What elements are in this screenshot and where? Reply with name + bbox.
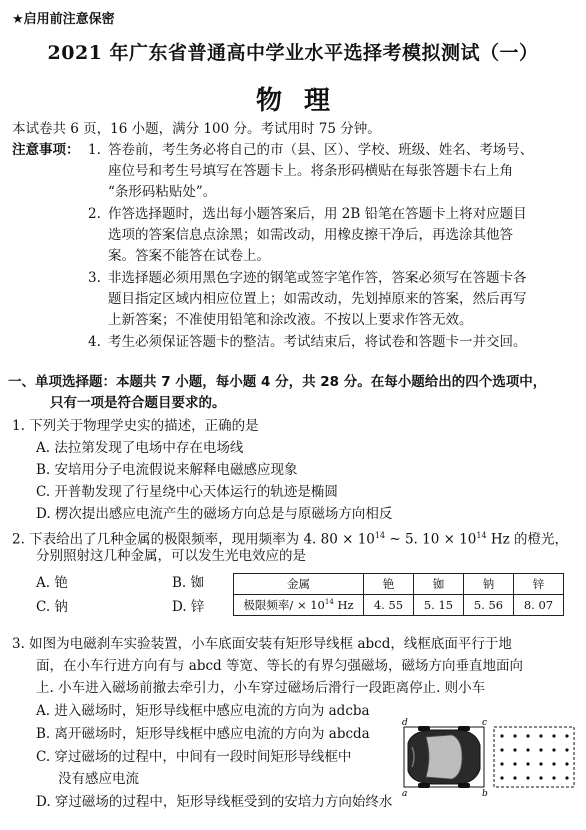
exam-title: 2021 年广东省普通高中学业水平选择考模拟测试（一）	[47, 42, 539, 64]
exponent: 14	[476, 531, 487, 540]
corner-label-c: c	[482, 718, 488, 728]
field-dot	[526, 748, 529, 751]
note-line: 题目指定区域内相应位置上；如需改动，先划掉原来的答案，然后再写	[108, 291, 527, 307]
field-dot	[565, 762, 568, 765]
table-header-cell: 铯	[364, 574, 414, 595]
field-dot	[526, 776, 529, 779]
question-2-stem-cont: 分别照射这几种金属，可以发生光电效应的是	[36, 548, 306, 564]
question-2-option-a: A. 铯	[36, 575, 68, 591]
field-dot	[500, 776, 503, 779]
frequency-table	[233, 573, 564, 616]
question-1-option-a: A. 法拉第发现了电场中存在电场线	[36, 440, 244, 456]
field-dot	[565, 734, 568, 737]
field-dot	[552, 734, 555, 737]
field-dots	[500, 734, 568, 779]
question-2-option-b: B. 铷	[172, 575, 205, 591]
magnetic-field-region	[494, 727, 574, 787]
field-dot	[526, 762, 529, 765]
field-dot	[552, 776, 555, 779]
note-number: 2.	[88, 206, 101, 222]
stem-text: 2. 下表给出了几种金属的极限频率，现用频率为 4. 80 × 10	[12, 531, 375, 548]
table-header-cell: 铷	[414, 574, 464, 595]
field-dot	[539, 762, 542, 765]
stem-text: ~ 5. 10 × 10	[385, 531, 477, 548]
note-line: 作答选择题时，选出每小题答案后，用 2B 铅笔在答题卡上将对应题目	[108, 206, 527, 222]
table-row-label	[234, 595, 364, 616]
question-3-stem-cont: 上. 小车进入磁场前撤去牵引力，小车穿过磁场后滑行一段距离停止. 则小车	[36, 680, 486, 696]
exponent: 14	[374, 531, 386, 540]
field-dot	[565, 748, 568, 751]
table-header-cell: 金属	[234, 574, 364, 595]
field-dot	[500, 734, 503, 737]
table-cell: 4. 55	[364, 595, 414, 616]
field-dot	[513, 776, 516, 779]
question-3-stem-cont: 面，在小车行进方向有与 abcd 等宽、等长的有界匀强磁场，磁场方向垂直地面向	[36, 658, 523, 674]
row-label-text: Hz	[333, 598, 354, 612]
field-dot	[513, 762, 516, 765]
question-3-option-c: C. 穿过磁场的过程中，中间有一段时间矩形导线框中	[36, 749, 352, 765]
field-dot	[500, 762, 503, 765]
note-line: “条形码粘贴处”。	[108, 184, 217, 200]
field-dot	[539, 776, 542, 779]
note-line: 案。答案不能答在试卷上。	[108, 248, 270, 264]
table-cell: 8. 07	[514, 595, 564, 616]
confidential-label: ★启用前注意保密	[12, 12, 115, 27]
field-dot	[526, 734, 529, 737]
question-3-stem: 3. 如图为电磁刹车实验装置，小车底面安装有矩形导线框 abcd，线框底面平行于地	[12, 636, 512, 652]
field-dot	[500, 748, 503, 751]
note-line: 答卷前，考生务必将自己的市（县、区）、学校、班级、姓名、考场号、	[108, 142, 534, 158]
question-1-option-d: D. 楞次提出感应电流产生的磁场方向总是与原磁场方向相反	[36, 506, 393, 522]
question-3-option-c-cont: 没有感应电流	[58, 771, 139, 787]
question-2-option-d: D. 锌	[172, 599, 205, 615]
note-line: 考生必须保证答题卡的整洁。考试结束后，将试卷和答题卡一并交回。	[108, 334, 527, 350]
question-1-option-b: B. 安培用分子电流假说来解释电磁感应现象	[36, 462, 298, 478]
table-header-cell: 钠	[464, 574, 514, 595]
field-dot	[513, 748, 516, 751]
stem-text: Hz 的橙光，	[486, 531, 569, 548]
question-3-option-a: A. 进入磁场时，矩形导线框中感应电流的方向为 adcba	[36, 703, 370, 719]
magnetic-brake-figure	[402, 717, 578, 797]
question-1-option-c: C. 开普勒发现了行星绕中心天体运行的轨迹是椭圆	[36, 484, 338, 500]
section-heading: 一、单项选择题：本题共 7 小题，每小题 4 分，共 28 分。在每小题给出的四个选项中，	[8, 374, 547, 390]
field-dot	[539, 748, 542, 751]
exam-intro: 本试卷共 6 页，16 小题，满分 100 分。考试用时 75 分钟。	[12, 121, 381, 137]
question-1-stem: 1. 下列关于物理学史实的描述，正确的是	[12, 418, 259, 434]
table-row	[234, 574, 564, 595]
table-row	[234, 595, 564, 616]
note-line: 非选择题必须用黑色字迹的钢笔或签字笔作答，答案必须写在答题卡各	[108, 270, 527, 286]
note-number: 4.	[88, 334, 101, 350]
notes-label: 注意事项：	[12, 142, 80, 158]
car-icon	[408, 726, 480, 788]
field-dot	[539, 734, 542, 737]
exponent: 14	[324, 598, 334, 607]
field-dot	[552, 748, 555, 751]
corner-label-b: b	[482, 789, 488, 797]
table-header-cell: 锌	[514, 574, 564, 595]
field-dot	[513, 734, 516, 737]
note-number: 1.	[88, 142, 101, 158]
question-3-option-b: B. 离开磁场时，矩形导线框中感应电流的方向为 abcda	[36, 726, 370, 742]
section-heading-cont: 只有一项是符合题目要求的。	[50, 395, 226, 411]
question-2-option-c: C. 钠	[36, 599, 68, 615]
question-3-option-d: D. 穿过磁场的过程中，矩形导线框受到的安培力方向始终水	[36, 794, 393, 810]
note-line: 上新答案；不准使用铅笔和涂改液。不按以上要求作答无效。	[108, 312, 473, 328]
subject-title: 物理	[255, 86, 352, 116]
note-line: 座位号和考生号填写在答题卡上。将条形码横贴在每张答题卡右上角	[108, 163, 513, 179]
field-dot	[565, 776, 568, 779]
corner-label-d: d	[402, 718, 408, 728]
field-dot	[552, 762, 555, 765]
table-cell: 5. 15	[414, 595, 464, 616]
table-cell: 5. 56	[464, 595, 514, 616]
note-number: 3.	[88, 270, 101, 286]
corner-label-a: a	[402, 789, 408, 797]
note-line: 选项的答案信息点涂黑；如需改动，用橡皮擦干净后，再选涂其他答	[108, 227, 513, 243]
row-label-text: 极限频率/ × 10	[243, 598, 325, 612]
